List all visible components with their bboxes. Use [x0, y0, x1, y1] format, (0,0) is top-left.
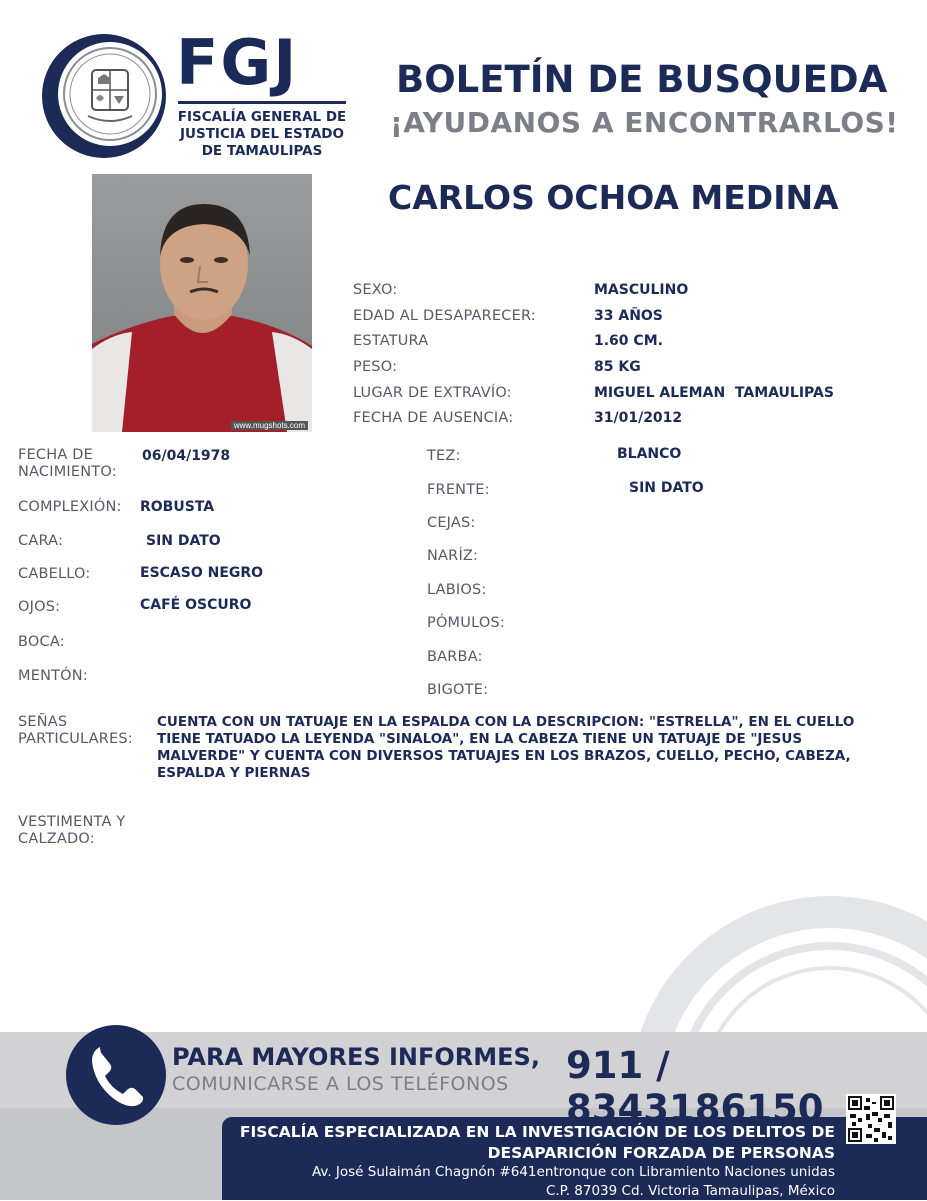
person-name: CARLOS OCHOA MEDINA	[388, 178, 839, 217]
feature-label-face: CARA:	[18, 533, 64, 549]
logo-underline	[178, 101, 346, 104]
feature-label-chin: MENTÓN:	[18, 668, 88, 684]
contact-line-1: PARA MAYORES INFORMES,	[172, 1043, 540, 1071]
fgj-seal-logo	[40, 32, 168, 160]
logo-subtitle-line: FISCALÍA GENERAL DE	[177, 109, 347, 125]
particulars-value: CUENTA CON UN TATUAJE EN LA ESPALDA CON LA DESCRIPCION: "ESTRELLA", EN EL CUELLO TIENE TATUADO LA LEYENDA "SINALOA", EN LA CABEZA TIENE UN TATUAJE DE "JESUS MALVERDE" Y CUENTA CON DIVERSOS TATUAJES EN LOS BRAZOS, CUELLO, PECHO, CABEZA, ESPALDA Y PIERNAS	[157, 714, 855, 781]
feature-label-eyes: OJOS:	[18, 599, 61, 615]
detail-value: 85 KG	[594, 359, 641, 375]
feature-label-hair: CABELLO:	[18, 566, 91, 582]
detail-value: 31/01/2012	[594, 410, 683, 426]
feature-label-mustache: BIGOTE:	[427, 682, 489, 698]
agency-name	[240, 1122, 835, 1164]
detail-value: 1.60 CM.	[594, 333, 663, 349]
feature-label-nose: NARÍZ:	[427, 548, 479, 564]
feature-label-complexion: TEZ:	[427, 448, 461, 464]
footer-seal-watermark	[610, 886, 927, 1046]
detail-label: LUGAR DE EXTRAVÍO:	[353, 385, 512, 401]
feature-label-beard: BARBA:	[427, 649, 483, 665]
agency-line: FISCALÍA ESPECIALIZADA EN LA INVESTIGACIÓN DE LOS DELITOS DE	[239, 1123, 835, 1141]
detail-value: MIGUEL ALEMAN TAMAULIPAS	[594, 385, 834, 401]
contact-line-2: COMUNICARSE A LOS TELÉFONOS	[172, 1073, 509, 1095]
logo-subtitle-line: DE TAMAULIPAS	[201, 143, 323, 159]
detail-label: EDAD AL DESAPARECER:	[353, 308, 536, 324]
agency-line: DESAPARICIÓN FORZADA DE PERSONAS	[487, 1144, 835, 1162]
clothing-label: VESTIMENTA Y CALZADO:	[18, 814, 126, 847]
feature-value-complexion: BLANCO	[617, 446, 682, 462]
detail-value: 33 AÑOS	[594, 308, 663, 324]
feature-value-birthdate: 06/04/1978	[142, 448, 231, 464]
qr-code	[846, 1094, 896, 1144]
feature-label-eyebrows: CEJAS:	[427, 515, 476, 531]
fgj-acronym: FGJ	[176, 26, 299, 99]
detail-label: SEXO:	[353, 282, 398, 298]
feature-value-hair: ESCASO NEGRO	[140, 565, 264, 581]
feature-label-build: COMPLEXIÓN:	[18, 499, 122, 515]
bulletin-title: BOLETÍN DE BUSQUEDA	[396, 58, 888, 101]
detail-label: PESO:	[353, 359, 398, 375]
detail-label: ESTATURA	[353, 333, 429, 349]
missing-person-photo	[92, 174, 312, 432]
address-line: C.P. 87039 Cd. Victoria Tamaulipas, México	[545, 1183, 835, 1199]
bulletin-subtitle: ¡AYUDANOS A ENCONTRARLOS!	[390, 106, 899, 139]
logo-subtitle	[170, 109, 354, 160]
feature-value-eyes: CAFÉ OSCURO	[140, 597, 252, 613]
particulars-label: SEÑAS PARTICULARES:	[18, 714, 133, 747]
detail-label: FECHA DE AUSENCIA:	[353, 410, 514, 426]
contact-phone-number: 911 / 8343186150	[566, 1044, 824, 1130]
feature-label-forehead: FRENTE:	[427, 482, 490, 498]
feature-label-mouth: BOCA:	[18, 634, 65, 650]
feature-value-face: SIN DATO	[146, 533, 221, 549]
feature-label-lips: LABIOS:	[427, 582, 487, 598]
agency-address	[312, 1163, 835, 1201]
feature-value-build: ROBUSTA	[140, 499, 215, 515]
photo-watermark: www.mugshots.com	[231, 421, 308, 430]
detail-value: MASCULINO	[594, 282, 689, 298]
phone-icon	[66, 1025, 166, 1125]
feature-value-forehead: SIN DATO	[629, 480, 704, 496]
logo-subtitle-line: JUSTICIA DEL ESTADO	[180, 126, 344, 142]
feature-label-birthdate: FECHA DE NACIMIENTO:	[18, 447, 117, 480]
feature-label-cheekbones: PÓMULOS:	[427, 615, 505, 631]
address-line: Av. José Sulaimán Chagnón #641entronque con Libramiento Naciones unidas	[311, 1164, 835, 1180]
